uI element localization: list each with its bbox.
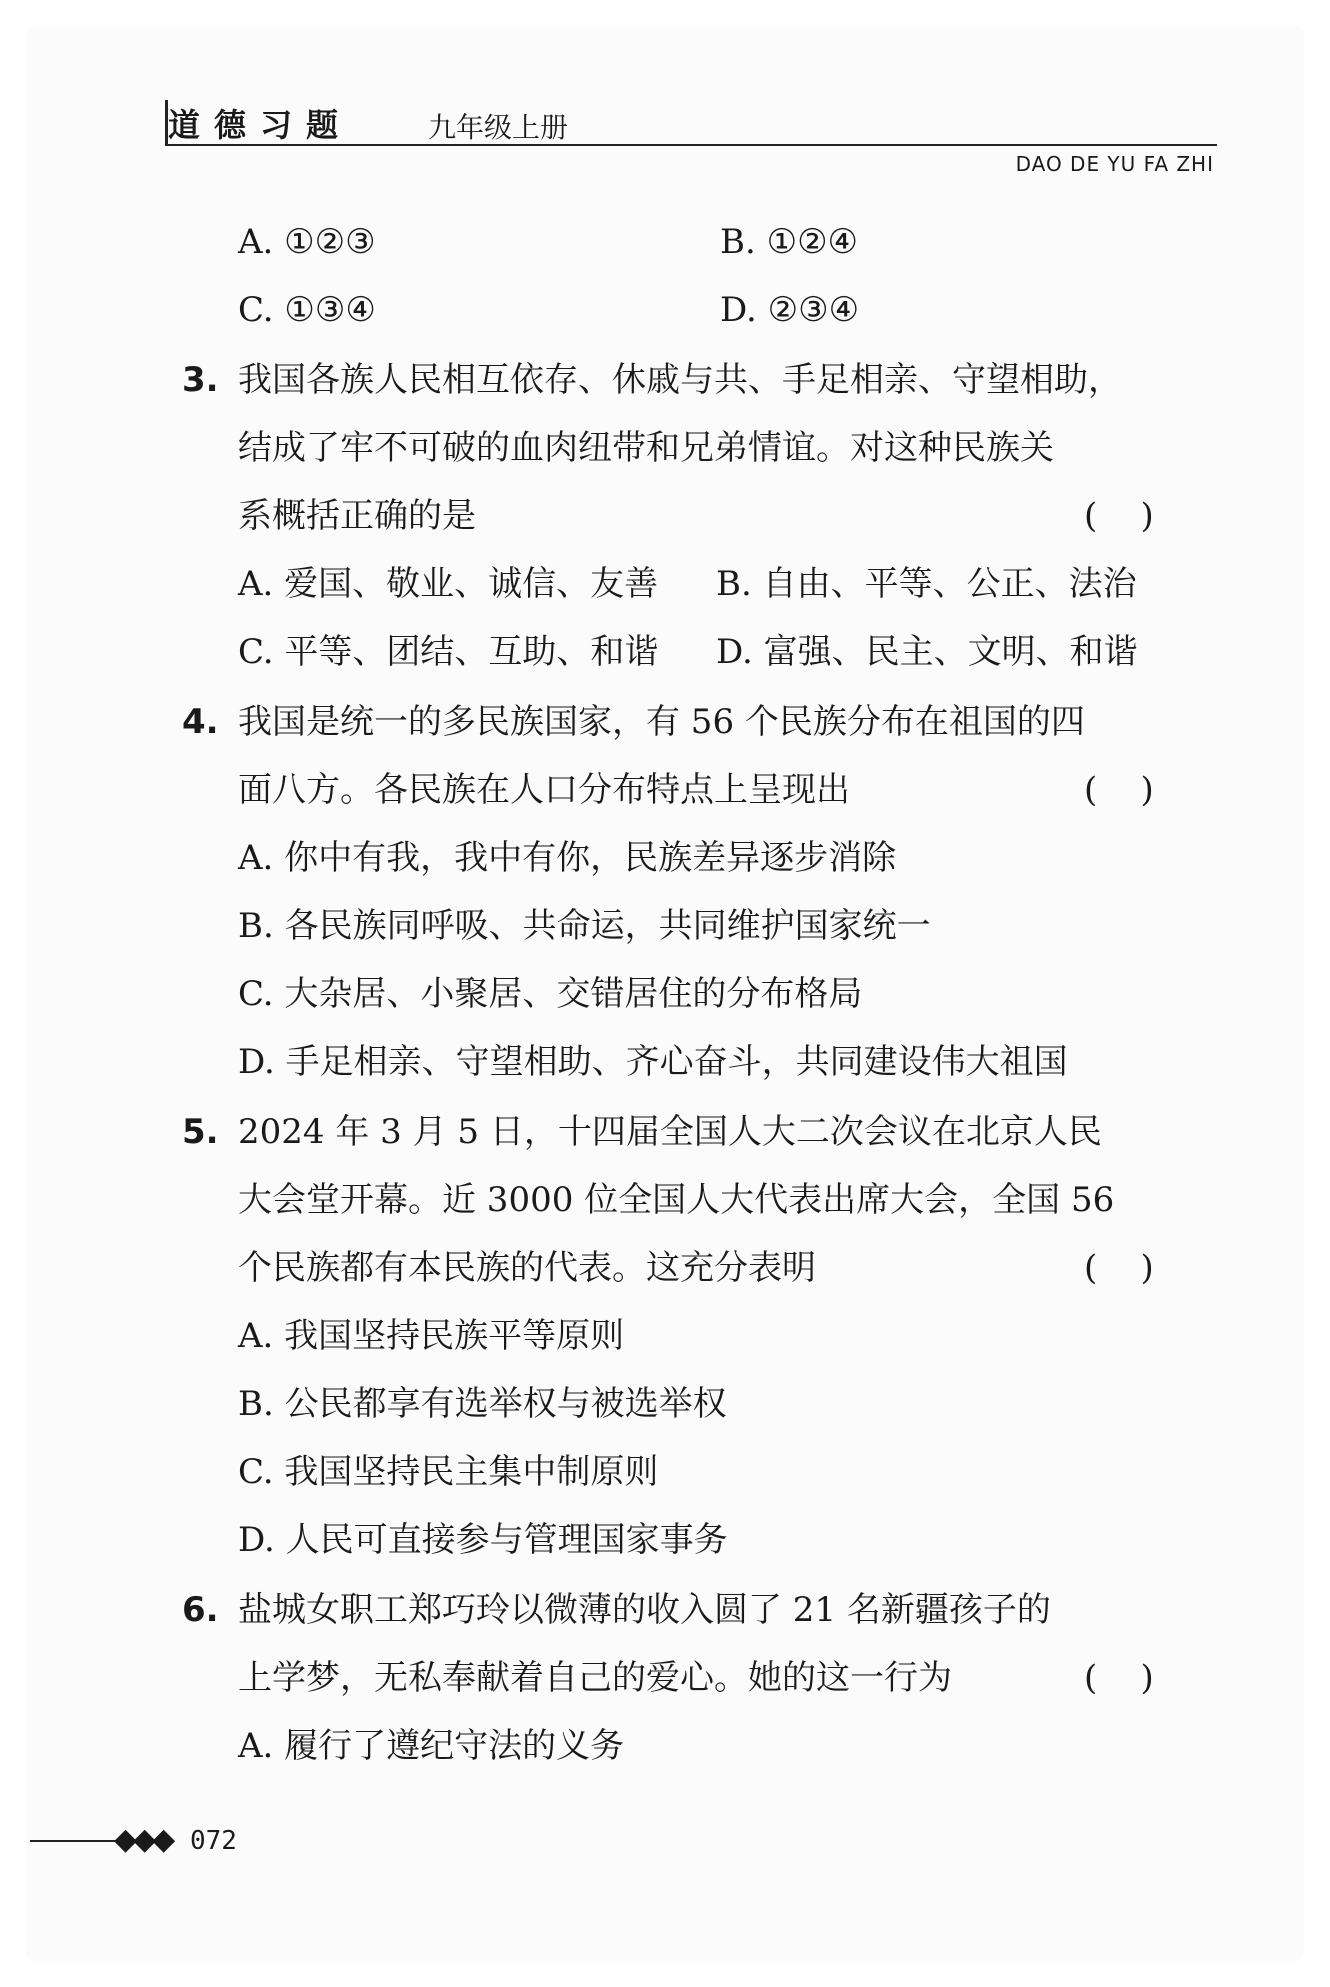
q6-answer-parens: ( ) <box>1084 1658 1154 1698</box>
q4-answer-parens: ( ) <box>1084 770 1154 810</box>
q5-option-c: C. 我国坚持民主集中制原则 <box>238 1452 659 1492</box>
q4-option-c: C. 大杂居、小聚居、交错居住的分布格局 <box>238 974 863 1014</box>
q4-option-a: A. 你中有我，我中有你，民族差异逐步消除 <box>238 838 897 878</box>
q3-option-a: A. 爱国、敬业、诚信、友善 <box>238 564 659 604</box>
q3-option-d: D. 富强、民主、文明、和谐 <box>716 632 1138 672</box>
q3-stem-line2: 结成了牢不可破的血肉纽带和兄弟情谊。对这种民族关 <box>238 428 1054 468</box>
q6-option-a: A. 履行了遵纪守法的义务 <box>238 1726 625 1766</box>
q6-stem-line1: 盐城女职工郑巧玲以微薄的收入圆了 21 名新疆孩子的 <box>238 1590 1051 1630</box>
header-subtitle: 九年级上册 <box>428 111 569 144</box>
q3-option-b: B. 自由、平等、公正、法治 <box>716 564 1137 604</box>
q3-number: 3. <box>182 360 219 400</box>
q5-option-a: A. 我国坚持民族平等原则 <box>238 1316 625 1356</box>
q4-option-b: B. 各民族同呼吸、共命运，共同维护国家统一 <box>238 906 931 946</box>
q2-option-d: D. ②③④ <box>720 290 860 330</box>
q3-answer-parens: ( ) <box>1084 496 1154 536</box>
q5-number: 5. <box>182 1112 219 1152</box>
q3-option-c: C. 平等、团结、互助、和谐 <box>238 632 659 672</box>
q2-option-b: B. ①②④ <box>720 222 859 262</box>
footer-diamonds-icon: ◆◆◆ <box>114 1822 172 1857</box>
q6-stem-line2: 上学梦，无私奉献着自己的爱心。她的这一行为 <box>238 1658 952 1698</box>
q4-stem-line2: 面八方。各民族在人口分布特点上呈现出 <box>238 770 850 810</box>
header-title: 道德习题 <box>168 106 353 144</box>
page-number: 072 <box>190 1826 237 1856</box>
q5-stem-line2: 大会堂开幕。近 3000 位全国人大代表出席大会，全国 56 <box>238 1180 1115 1220</box>
q3-stem-line3: 系概括正确的是 <box>238 496 476 536</box>
q5-option-b: B. 公民都享有选举权与被选举权 <box>238 1384 727 1424</box>
q5-option-d: D. 人民可直接参与管理国家事务 <box>238 1520 728 1560</box>
header-latin: DAO DE YU FA ZHI <box>1015 152 1214 176</box>
q4-option-d: D. 手足相亲、守望相助、齐心奋斗，共同建设伟大祖国 <box>238 1042 1068 1082</box>
q3-stem-line1: 我国各族人民相互依存、休戚与共、手足相亲、守望相助， <box>238 360 1122 400</box>
footer-rule <box>30 1840 118 1842</box>
q5-answer-parens: ( ) <box>1084 1248 1154 1288</box>
header-divider <box>165 144 1217 146</box>
q5-stem-line1: 2024 年 3 月 5 日，十四届全国人大二次会议在北京人民 <box>238 1112 1102 1152</box>
q4-number: 4. <box>182 702 219 742</box>
q5-stem-line3: 个民族都有本民族的代表。这充分表明 <box>238 1248 816 1288</box>
q4-stem-line1: 我国是统一的多民族国家，有 56 个民族分布在祖国的四 <box>238 702 1085 742</box>
q2-option-c: C. ①③④ <box>238 290 376 330</box>
q2-option-a: A. ①②③ <box>238 222 376 262</box>
q6-number: 6. <box>182 1590 219 1630</box>
